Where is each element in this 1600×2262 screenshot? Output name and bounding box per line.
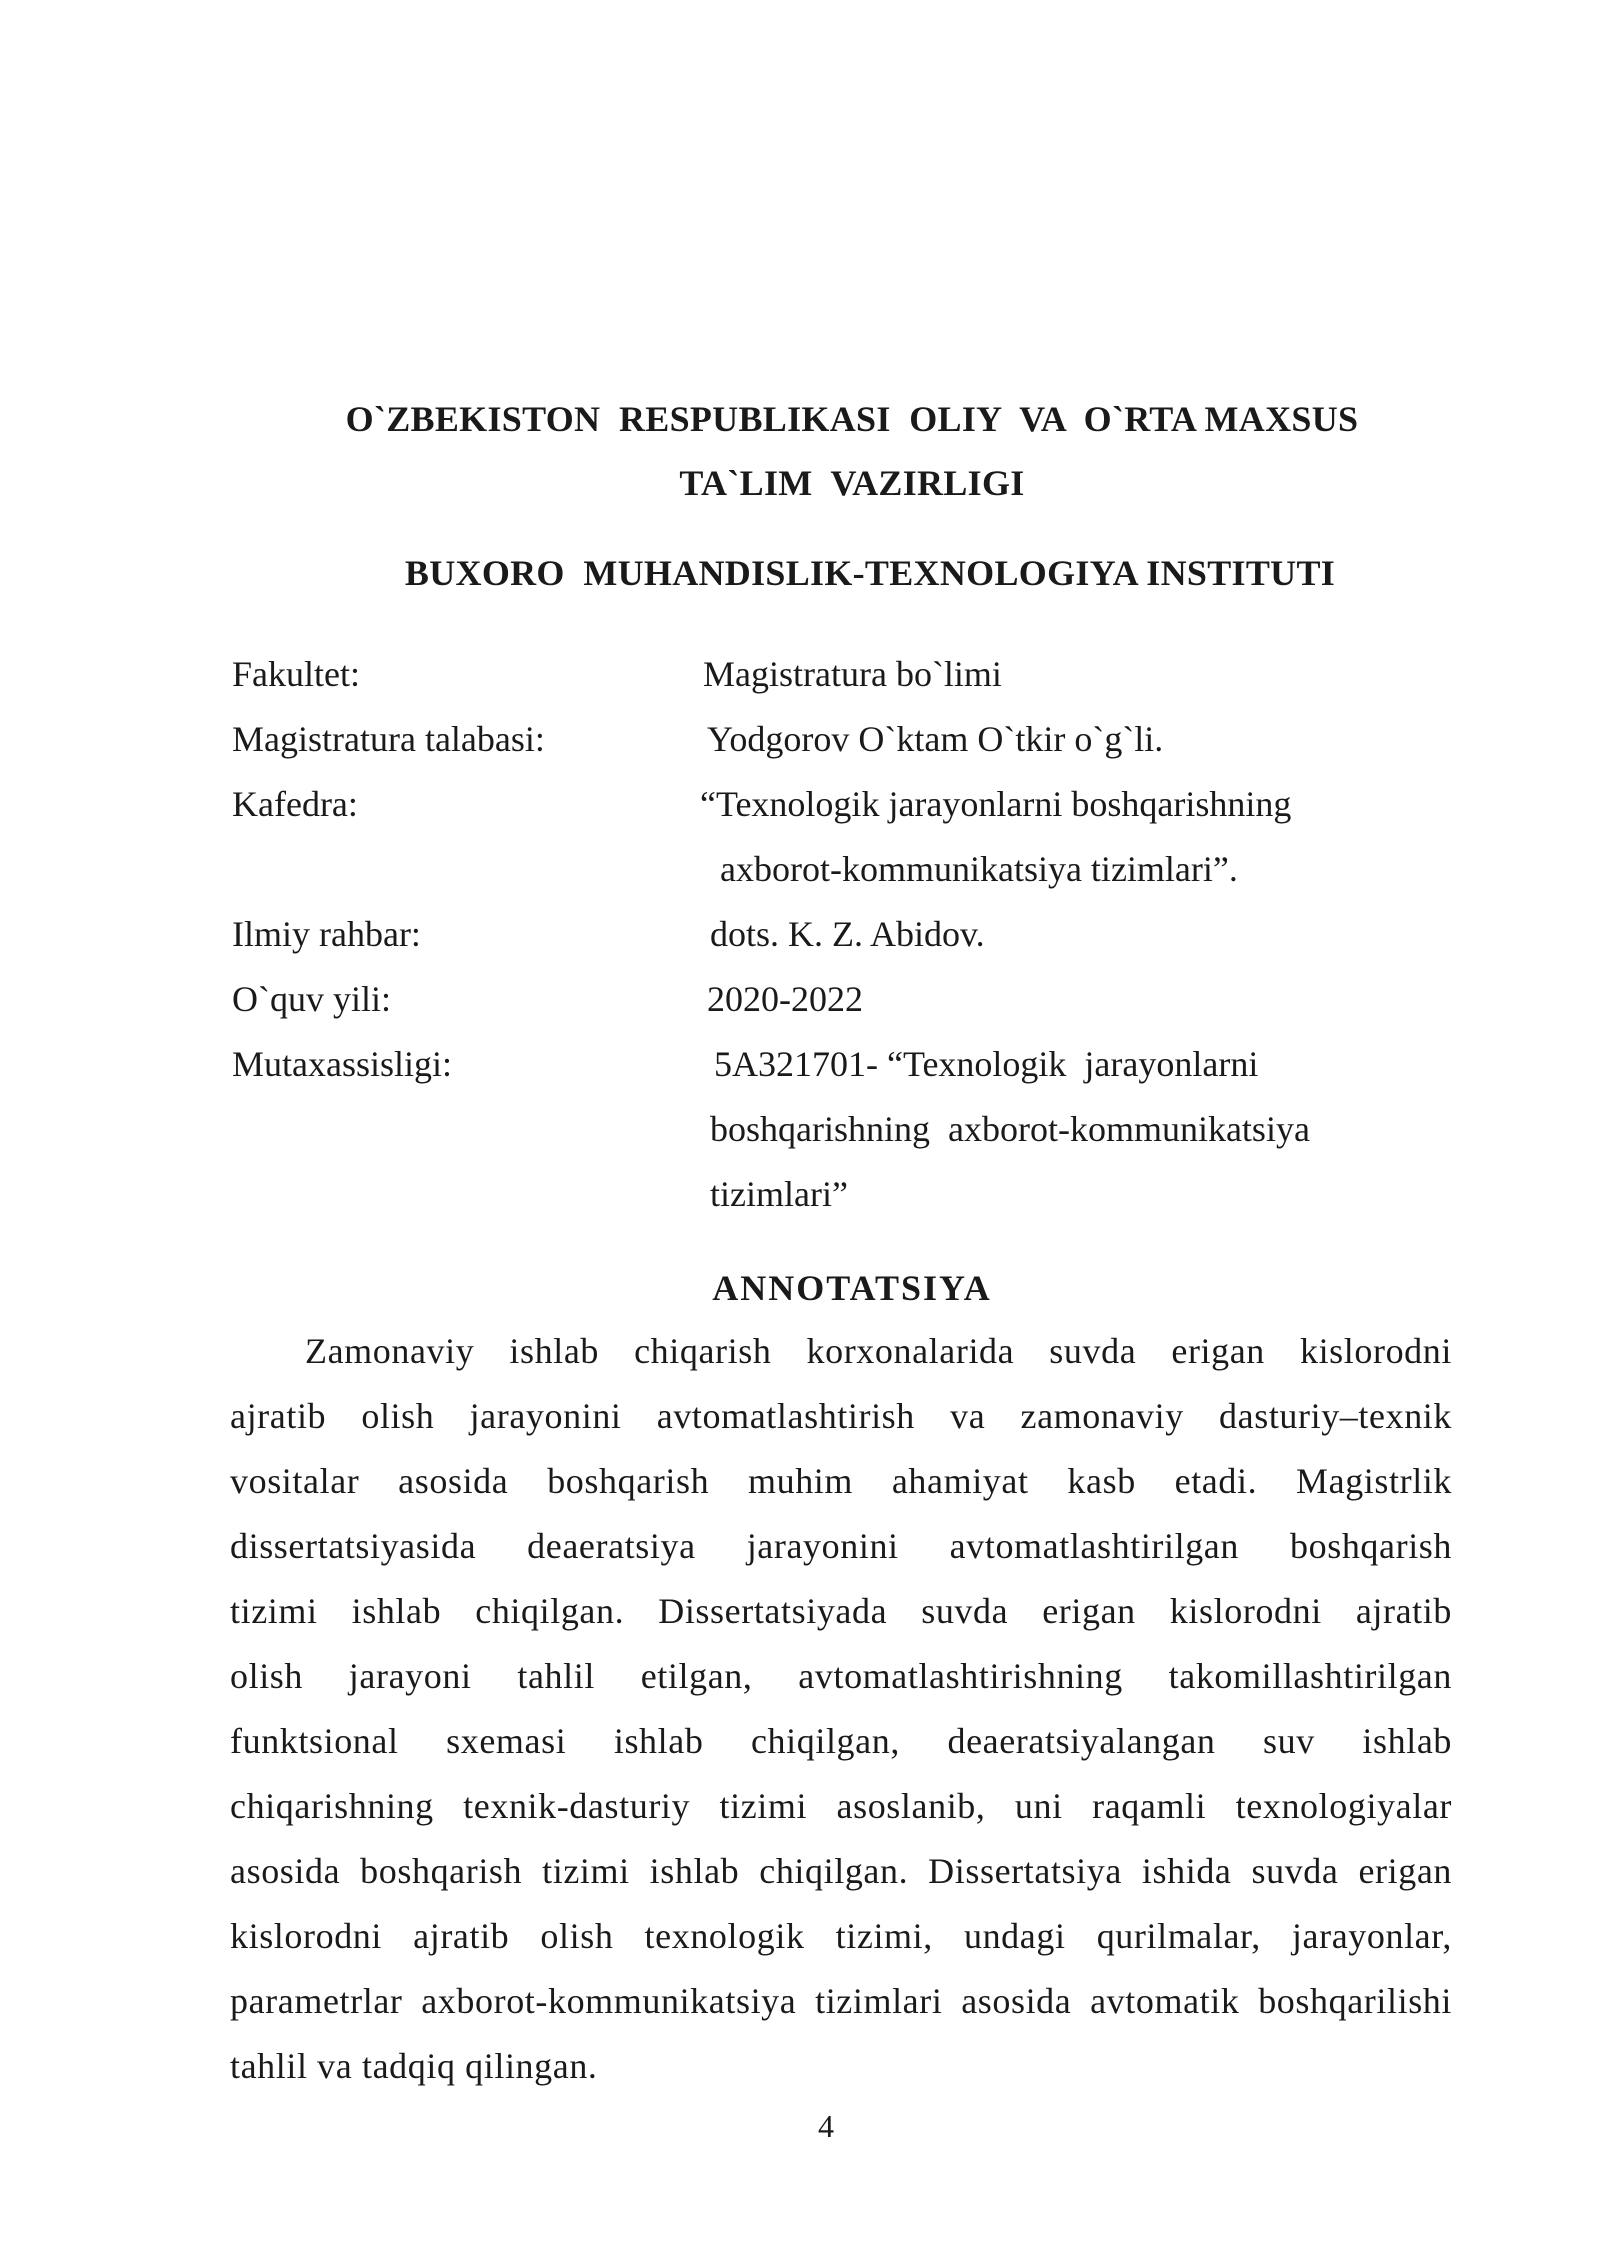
department-label: Kafedra: xyxy=(232,784,358,824)
specialty-value-line-1: 5A321701- “Texnologik jarayonlarni xyxy=(714,1044,1259,1084)
paragraph-line: asosida boshqarish tizimi ishlab chiqilgan. Dissertatsiya ishida suvda erigan xyxy=(230,1851,1452,1891)
specialty-value-line-2: boshqarishning axborot-kommunikatsiya xyxy=(710,1109,1310,1149)
ministry-title-line-2: TA`LIM VAZIRLIGI xyxy=(679,463,1025,503)
supervisor-label: Ilmiy rahbar: xyxy=(232,914,421,954)
paragraph-line: kislorodni ajratib olish texnologik tizimi, undagi qurilmalar, jarayonlar, xyxy=(230,1916,1452,1956)
student-label: Magistratura talabasi: xyxy=(232,719,545,759)
institute-title: BUXORO MUHANDISLIK-TEXNOLOGIYA INSTITUTI xyxy=(404,553,1336,593)
paragraph-line: chiqarishning texnik-dasturiy tizimi asoslanib, uni raqamli texnologiyalar xyxy=(230,1786,1452,1826)
specialty-value-line-3: tizimlari” xyxy=(710,1174,848,1214)
paragraph-line: tahlil va tadqiq qilingan. xyxy=(230,2046,598,2086)
academic-year-label: O`quv yili: xyxy=(232,979,391,1019)
faculty-label: Fakultet: xyxy=(232,654,360,694)
academic-year-value: 2020-2022 xyxy=(707,979,863,1019)
paragraph-line: olish jarayoni tahlil etilgan, avtomatlashtirishning takomillashtirilgan xyxy=(230,1656,1452,1696)
paragraph-line: parametrlar axborot-kommunikatsiya tizimlari asosida avtomatik boshqarilishi xyxy=(230,1981,1452,2021)
faculty-value: Magistratura bo`limi xyxy=(703,654,1002,694)
student-value: Yodgorov O`ktam O`tkir o`g`li. xyxy=(707,719,1164,759)
paragraph-line: Zamonaviy ishlab chiqarish korxonalarida suvda erigan kislorodni xyxy=(305,1331,1452,1371)
page-number: 4 xyxy=(818,2108,834,2144)
paragraph-line: dissertatsiyasida deaeratsiya jarayonini avtomatlashtirilgan boshqarish xyxy=(230,1526,1452,1566)
department-value-line-1: “Texnologik jarayonlarni boshqarishning xyxy=(700,784,1292,824)
paragraph-line: tizimi ishlab chiqilgan. Dissertatsiyada suvda erigan kislorodni ajratib xyxy=(230,1591,1452,1631)
annotation-heading: ANNOTATSIYA xyxy=(712,1268,992,1308)
paragraph-line: funktsional sxemasi ishlab chiqilgan, deaeratsiyalangan suv ishlab xyxy=(230,1721,1452,1761)
specialty-label: Mutaxassisligi: xyxy=(232,1044,453,1084)
paragraph-line: ajratib olish jarayonini avtomatlashtirish va zamonaviy dasturiy–texnik xyxy=(230,1396,1452,1436)
department-value-line-2: axborot-kommunikatsiya tizimlari”. xyxy=(720,849,1238,889)
ministry-title-line-1: O`ZBEKISTON RESPUBLIKASI OLIY VA O`RTA MAXSUS xyxy=(345,399,1359,439)
paragraph-line: vositalar asosida boshqarish muhim ahamiyat kasb etadi. Magistrlik xyxy=(230,1461,1452,1501)
supervisor-value: dots. K. Z. Abidov. xyxy=(710,914,985,954)
